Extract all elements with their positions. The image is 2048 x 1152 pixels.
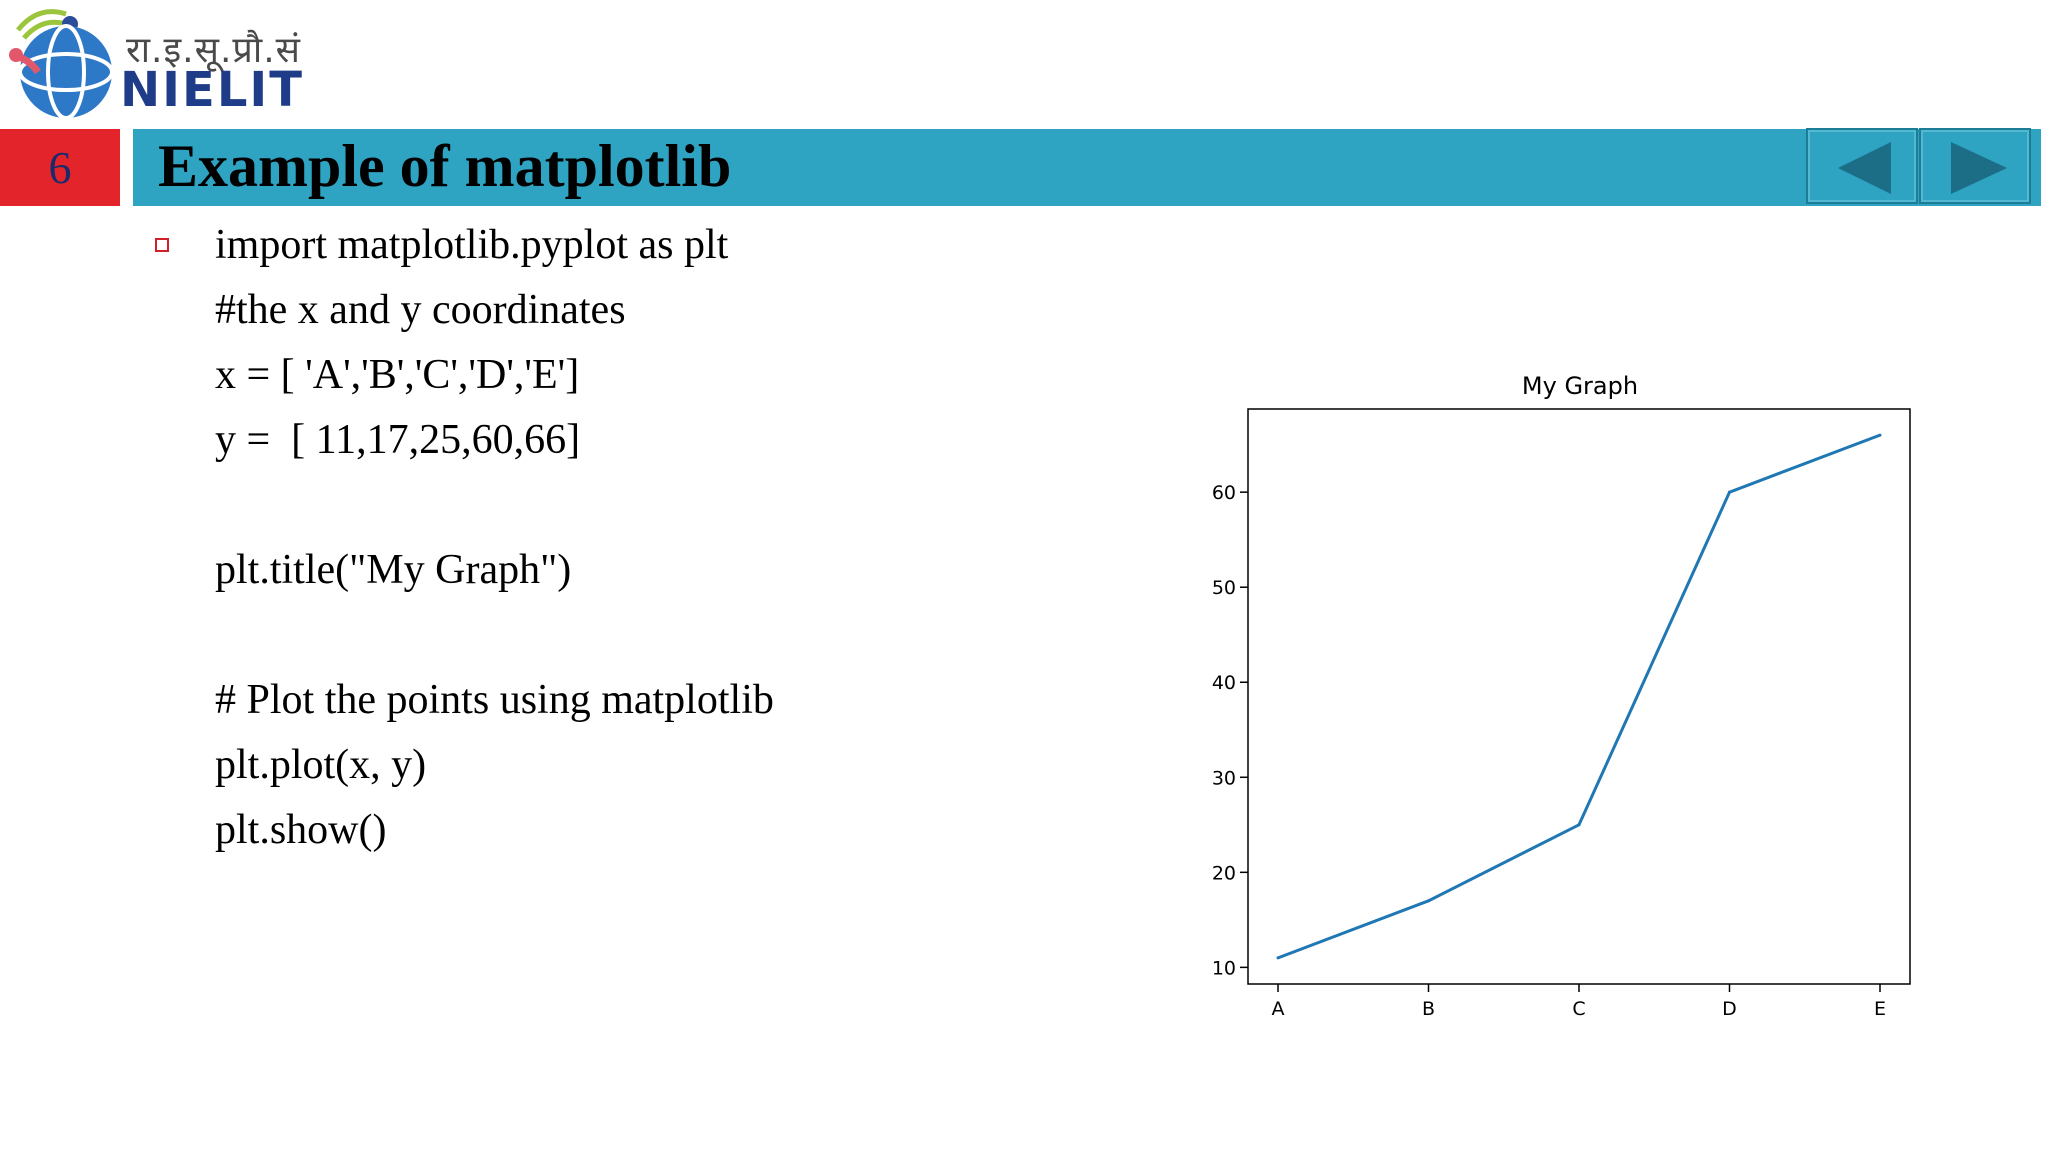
code-line: import matplotlib.pyplot as plt	[215, 222, 729, 268]
code-line: x = [ 'A','B','C','D','E']	[215, 352, 580, 398]
slide-number: 6	[0, 129, 120, 206]
code-line	[215, 473, 774, 538]
logo-nielit-text: NIELIT	[120, 62, 305, 118]
series-line	[1278, 435, 1880, 958]
code-line: # Plot the points using matplotlib	[215, 677, 774, 723]
y-tick-label: 50	[1211, 577, 1236, 600]
code-line	[215, 603, 774, 668]
slide-title: Example of matplotlib	[158, 133, 732, 199]
y-tick-label: 40	[1211, 672, 1236, 695]
nielit-logo	[8, 0, 305, 125]
previous-slide-button[interactable]	[1806, 128, 1918, 204]
data-point	[1578, 823, 1581, 826]
next-slide-button[interactable]	[1919, 128, 2031, 204]
code-line: plt.show()	[215, 807, 387, 853]
x-tick-label: E	[1873, 998, 1887, 1020]
y-tick-label: 10	[1211, 957, 1236, 980]
x-tick-label: A	[1271, 998, 1285, 1020]
x-tick-label: D	[1722, 998, 1737, 1020]
data-point	[1277, 956, 1280, 959]
chart-title: My Graph	[1521, 372, 1639, 400]
globe-logo-icon	[8, 0, 118, 120]
code-line: plt.title("My Graph")	[215, 547, 572, 593]
triangle-right-icon	[1921, 130, 2029, 202]
logo-hindi-text: रा.इ.सू.प्रौ.सं	[126, 30, 301, 71]
code-block	[215, 213, 774, 863]
y-tick-label: 20	[1211, 862, 1236, 885]
triangle-left-icon	[1808, 130, 1916, 202]
x-tick-label: B	[1421, 998, 1436, 1020]
line-chart	[1200, 360, 1940, 1020]
data-point	[1879, 434, 1882, 437]
data-point	[1728, 491, 1731, 494]
bullet-square-icon	[155, 238, 169, 252]
code-line: #the x and y coordinates	[215, 287, 626, 333]
code-line: plt.plot(x, y)	[215, 742, 427, 788]
code-line: y = [ 11,17,25,60,66]	[215, 417, 581, 463]
plot-area-frame	[1248, 409, 1910, 984]
y-tick-label: 30	[1211, 767, 1236, 790]
y-tick-label: 60	[1211, 482, 1236, 505]
x-tick-label: C	[1572, 998, 1586, 1020]
data-point	[1427, 899, 1430, 902]
